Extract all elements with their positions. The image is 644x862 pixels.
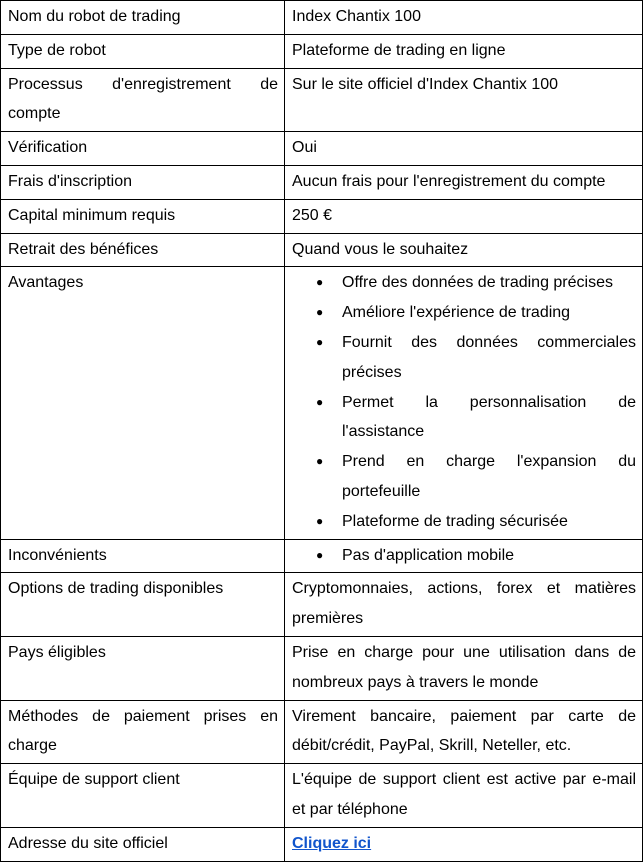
site-cell (285, 827, 643, 861)
row-label: Type de robot (1, 34, 285, 68)
table-row (1, 764, 643, 828)
list-item: ● Fournit des données commerciales précises (342, 328, 636, 388)
list-item: ● Plateforme de trading sécurisée (342, 507, 636, 537)
list-item: ● Pas d'application mobile (342, 541, 636, 571)
table-row-avantages (1, 267, 643, 539)
row-value: Prise en charge pour une utilisation dans de nombreux pays à travers le monde (285, 636, 643, 700)
inconvenients-cell (285, 539, 643, 573)
row-label: Avantages (1, 267, 285, 539)
avantages-cell (285, 267, 643, 539)
row-label: Inconvénients (1, 539, 285, 573)
table-row (1, 165, 643, 199)
row-value: L'équipe de support client est active par e-mail et par téléphone (285, 764, 643, 828)
row-label: Équipe de support client (1, 764, 285, 828)
row-label: Adresse du site officiel (1, 827, 285, 861)
table-row (1, 1, 643, 35)
table-row (1, 233, 643, 267)
table-row (1, 636, 643, 700)
row-label: Processus d'enregistrement de compte (1, 68, 285, 132)
table-row (1, 573, 643, 637)
row-value: 250 € (285, 199, 643, 233)
table-row (1, 199, 643, 233)
row-value: Aucun frais pour l'enregistrement du compte (285, 165, 643, 199)
row-label: Méthodes de paiement prises en charge (1, 700, 285, 764)
list-item: ● Améliore l'expérience de trading (342, 298, 636, 328)
official-site-link[interactable]: Cliquez ici (292, 834, 372, 852)
row-value: Oui (285, 132, 643, 166)
row-label: Options de trading disponibles (1, 573, 285, 637)
row-value: Plateforme de trading en ligne (285, 34, 643, 68)
row-label: Pays éligibles (1, 636, 285, 700)
table-row (1, 132, 643, 166)
row-value: Virement bancaire, paiement par carte de débit/crédit, PayPal, Skrill, Neteller, etc. (285, 700, 643, 764)
row-value: Index Chantix 100 (285, 1, 643, 35)
table-row (1, 34, 643, 68)
inconvenients-list (292, 541, 636, 571)
row-value: Cryptomonnaies, actions, forex et matières premières (285, 573, 643, 637)
table-row (1, 68, 643, 132)
row-label: Retrait des bénéfices (1, 233, 285, 267)
avantages-list (292, 268, 636, 536)
table-row-site (1, 827, 643, 861)
table-row (1, 700, 643, 764)
list-item: ● Prend en charge l'expansion du portefeuille (342, 447, 636, 507)
row-label: Capital minimum requis (1, 199, 285, 233)
list-item: ● Offre des données de trading précises (342, 268, 636, 298)
row-value: Sur le site officiel d'Index Chantix 100 (285, 68, 643, 132)
table-row-inconvenients (1, 539, 643, 573)
list-item: ● Permet la personnalisation de l'assistance (342, 388, 636, 448)
row-label: Nom du robot de trading (1, 1, 285, 35)
row-label: Frais d'inscription (1, 165, 285, 199)
row-label: Vérification (1, 132, 285, 166)
row-value: Quand vous le souhaitez (285, 233, 643, 267)
